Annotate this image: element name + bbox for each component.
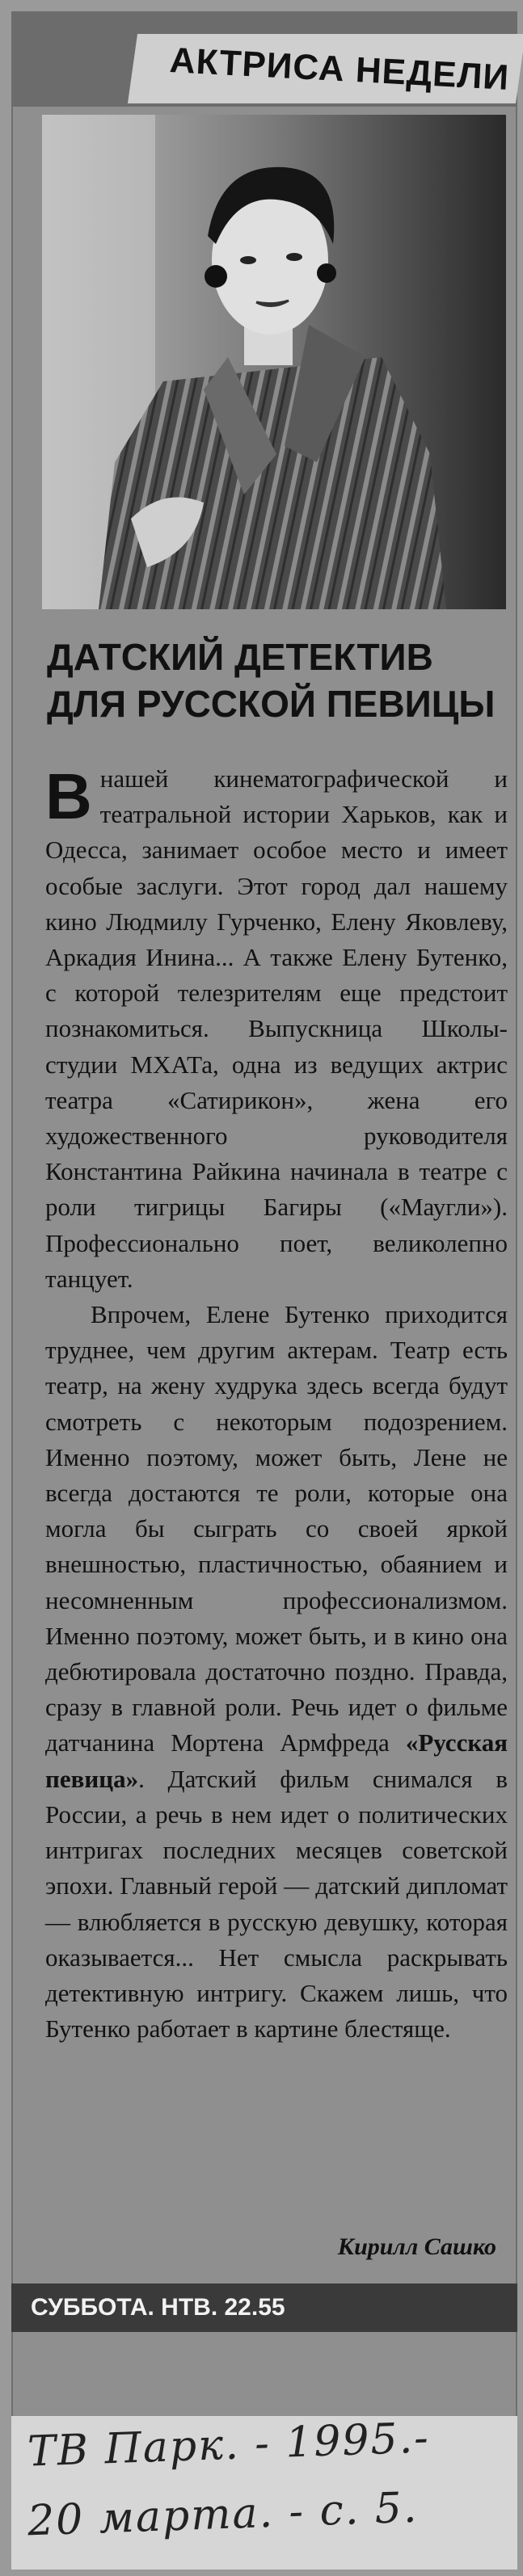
header-tag: АКТРИСА НЕДЕЛИ — [168, 40, 511, 98]
schedule-text: СУББОТА. НТВ. 22.55 — [31, 2294, 285, 2321]
drop-cap: В — [45, 760, 92, 832]
actress-photo — [42, 115, 506, 609]
handwritten-line-1: ТВ Парк. - 1995.- — [27, 2414, 431, 2477]
handwritten-note — [11, 2416, 517, 2570]
paragraph-1-text: нашей кинематографической и театральной истории Харьков, как и Одесса, занимает особое место и имеет особые заслуги. Этот город дал нашему кино Людмилу Гурченко, Елену Яковлеву, Аркадия Инина... А также Елену Бутенко, с которой телезрителям еще предстоит познакомиться. Выпускница Школы-студии МХАТа, одна из ведущих актрис театра «Сатирикон», жена его художественного руководителя Константина Райкина начинала в театре с роли тигрицы Багиры («Маугли»). Профессионально поет, великолепно танцует. — [45, 764, 508, 1293]
headline — [47, 633, 516, 727]
film-title: «Русская певица» — [45, 1728, 508, 1793]
author-byline: Кирилл Сашко — [337, 2233, 496, 2260]
article-paragraph-2 — [45, 1297, 508, 2047]
article-paragraph-1 — [45, 761, 508, 1297]
actress-photo-image — [42, 115, 506, 609]
newspaper-clipping — [11, 11, 517, 2435]
handwritten-line-2: 20 марта. - с. 5. — [27, 2483, 420, 2546]
headline-line-2: ДЛЯ РУССКОЙ ПЕВИЦЫ — [47, 683, 496, 725]
paragraph-2-text-a: Впрочем, Елене Бутенко приходится труднее, чем другим актерам. Театр есть театр, на жену худрука здесь всегда будут смотреть с некоторым подозрением. Именно поэтому, может быть, Лене не всегда достаются те роли, которые она могла бы сыграть со своей яркой внешностью, пластичностью, обаянием и несомненным профессионализмом. Именно поэтому, может быть, и в кино она дебютировала достаточно поздно. Правда, сразу в главной роли. Речь идет о фильме датчанина Мортена Армфреда — [45, 1300, 508, 1757]
paragraph-2-text-b: . Датский фильм снимался в России, а речь в нем идет о политических интригах последних месяцев советской эпохи. Главный герой — датский дипломат — влюбляется в русскую девушку, которая оказывается... Нет смысла раскрывать детективную интригу. Скажем лишь, что Бутенко работает в картине блестяще. — [45, 1764, 508, 2044]
article-body — [45, 761, 508, 2047]
headline-line-1: ДАТСКИЙ ДЕТЕКТИВ — [47, 636, 433, 678]
